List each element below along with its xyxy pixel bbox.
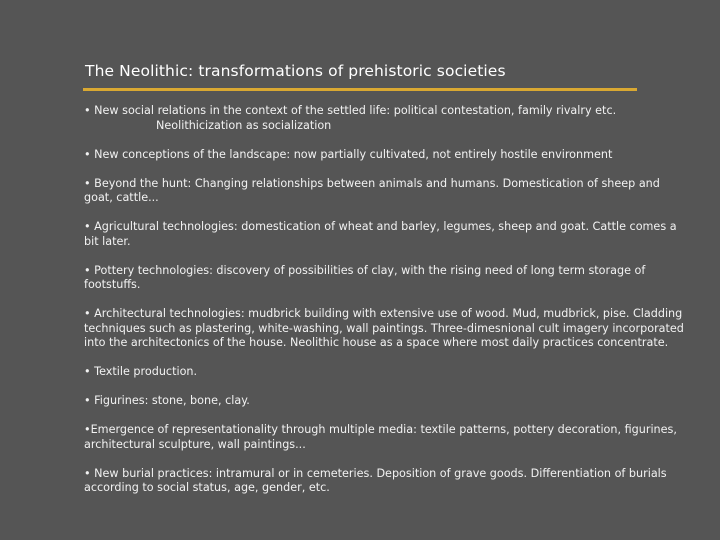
bullet-text: • New social relations in the context of the settled life: political contestation, family rivalry etc. — [84, 104, 617, 117]
title-underline — [83, 88, 637, 91]
bullet-list — [84, 104, 684, 510]
bullet-item: • New conceptions of the landscape: now partially cultivated, not entirely hostile environment — [84, 147, 613, 161]
bullet-subtext: Neolithicization as socialization — [156, 118, 332, 132]
bullet-item: •Emergence of representationality through multiple media: textile patterns, pottery decoration, figurines, architectural sculpture, wall paintings... — [84, 423, 677, 451]
bullet-item: • Pottery technologies: discovery of possibilities of clay, with the rising need of long term storage of footstuffs. — [84, 263, 646, 291]
bullet-item: • Architectural technologies: mudbrick building with extensive use of wood. Mud, mudbrick, pise. Cladding techniques such as plastering, white-washing, wall paintings. Three-dimesnional cult imagery incorporated into the architectonics of the house. Neolithic house as a space where most daily practices concentrate. — [84, 307, 684, 349]
bullet-item: • Figurines: stone, bone, clay. — [84, 394, 250, 407]
slide-title: The Neolithic: transformations of prehistoric societies — [85, 62, 506, 80]
bullet-item: • Beyond the hunt: Changing relationships between animals and humans. Domestication of sheep and goat, cattle... — [84, 176, 660, 204]
bullet-item: • New burial practices: intramural or in cemeteries. Deposition of grave goods. Differentiation of burials according to social status, age, gender, etc. — [84, 466, 667, 494]
bullet-item: • Agricultural technologies: domestication of wheat and barley, legumes, sheep and goat. Cattle comes a bit later. — [84, 220, 677, 248]
bullet-item — [84, 104, 684, 133]
bullet-item: • Textile production. — [84, 365, 198, 378]
